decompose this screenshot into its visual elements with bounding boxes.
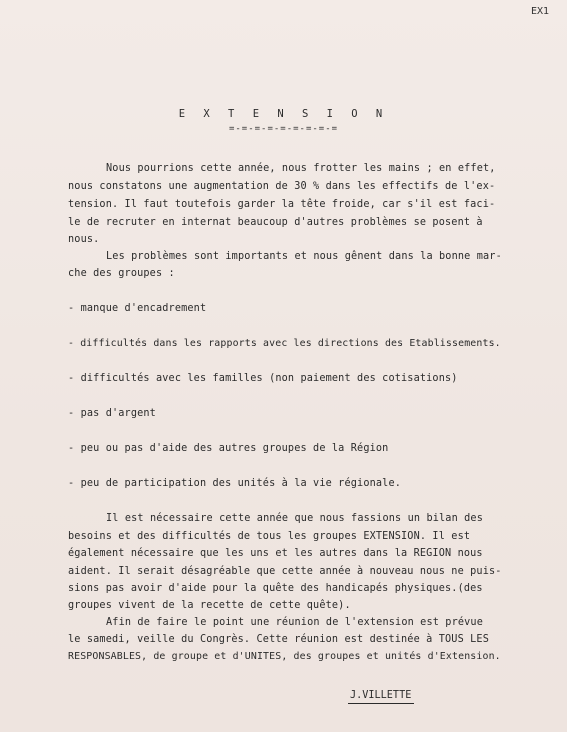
paragraph-4-line-2: le samedi, veille du Congrès. Cette réunion est destinée à TOUS LES <box>68 634 489 645</box>
problem-item-1: - manque d'encadrement <box>68 303 207 314</box>
paragraph-2-line-1: Les problèmes sont importants et nous gênent dans la bonne mar- <box>106 251 502 262</box>
problem-item-5: - peu ou pas d'aide des autres groupes de la Région <box>68 443 389 454</box>
paragraph-1-line-5: nous. <box>68 234 100 245</box>
document-title: E X T E N S I O N <box>178 108 389 120</box>
problem-item-3: - difficultés avec les familles (non paiement des cotisations) <box>68 373 458 384</box>
title-underline: =-=-=-=-=-=-=-=-= <box>228 124 339 134</box>
paragraph-1-line-3: tension. Il faut toutefois garder la tête froide, car s'il est faci- <box>68 199 496 210</box>
paragraph-3-line-2: besoins et des difficultés de tous les groupes EXTENSION. Il est <box>68 531 471 542</box>
problem-item-4: - pas d'argent <box>68 408 156 419</box>
paragraph-3-line-1: Il est nécessaire cette année que nous fassions un bilan des <box>106 513 484 524</box>
problem-item-2: - difficultés dans les rapports avec les directions des Etablissements. <box>68 338 501 349</box>
paragraph-1-line-1: Nous pourrions cette année, nous frotter les mains ; en effet, <box>106 163 496 174</box>
paragraph-3-line-5: sions pas avoir d'aide pour la quête des handicapés physiques.(des <box>68 583 483 594</box>
paragraph-3-line-6: groupes vivent de la recette de cette quête). <box>68 600 351 611</box>
paragraph-3-line-3: également nécessaire que les uns et les autres dans la REGION nous <box>68 548 483 559</box>
problem-item-6: - peu de participation des unités à la vie régionale. <box>68 478 402 489</box>
signature-underline <box>348 703 414 704</box>
paragraph-4-line-3: RESPONSABLES, de groupe et d'UNITES, des groupes et unités d'Extension. <box>68 651 501 662</box>
signature: J.VILLETTE <box>350 690 412 701</box>
paragraph-3-line-4: aident. Il serait désagréable que cette année à nouveau nous ne puis- <box>68 566 502 577</box>
paragraph-1-line-2: nous constatons une augmentation de 30 % dans les effectifs de l'ex- <box>68 181 496 192</box>
paragraph-2-line-2: che des groupes : <box>68 268 175 279</box>
page-reference: EX1 <box>530 6 549 17</box>
paragraph-1-line-4: le de recruter en internat beaucoup d'autres problèmes se posent à <box>68 217 483 228</box>
paragraph-4-line-1: Afin de faire le point une réunion de l'extension est prévue <box>106 617 484 628</box>
